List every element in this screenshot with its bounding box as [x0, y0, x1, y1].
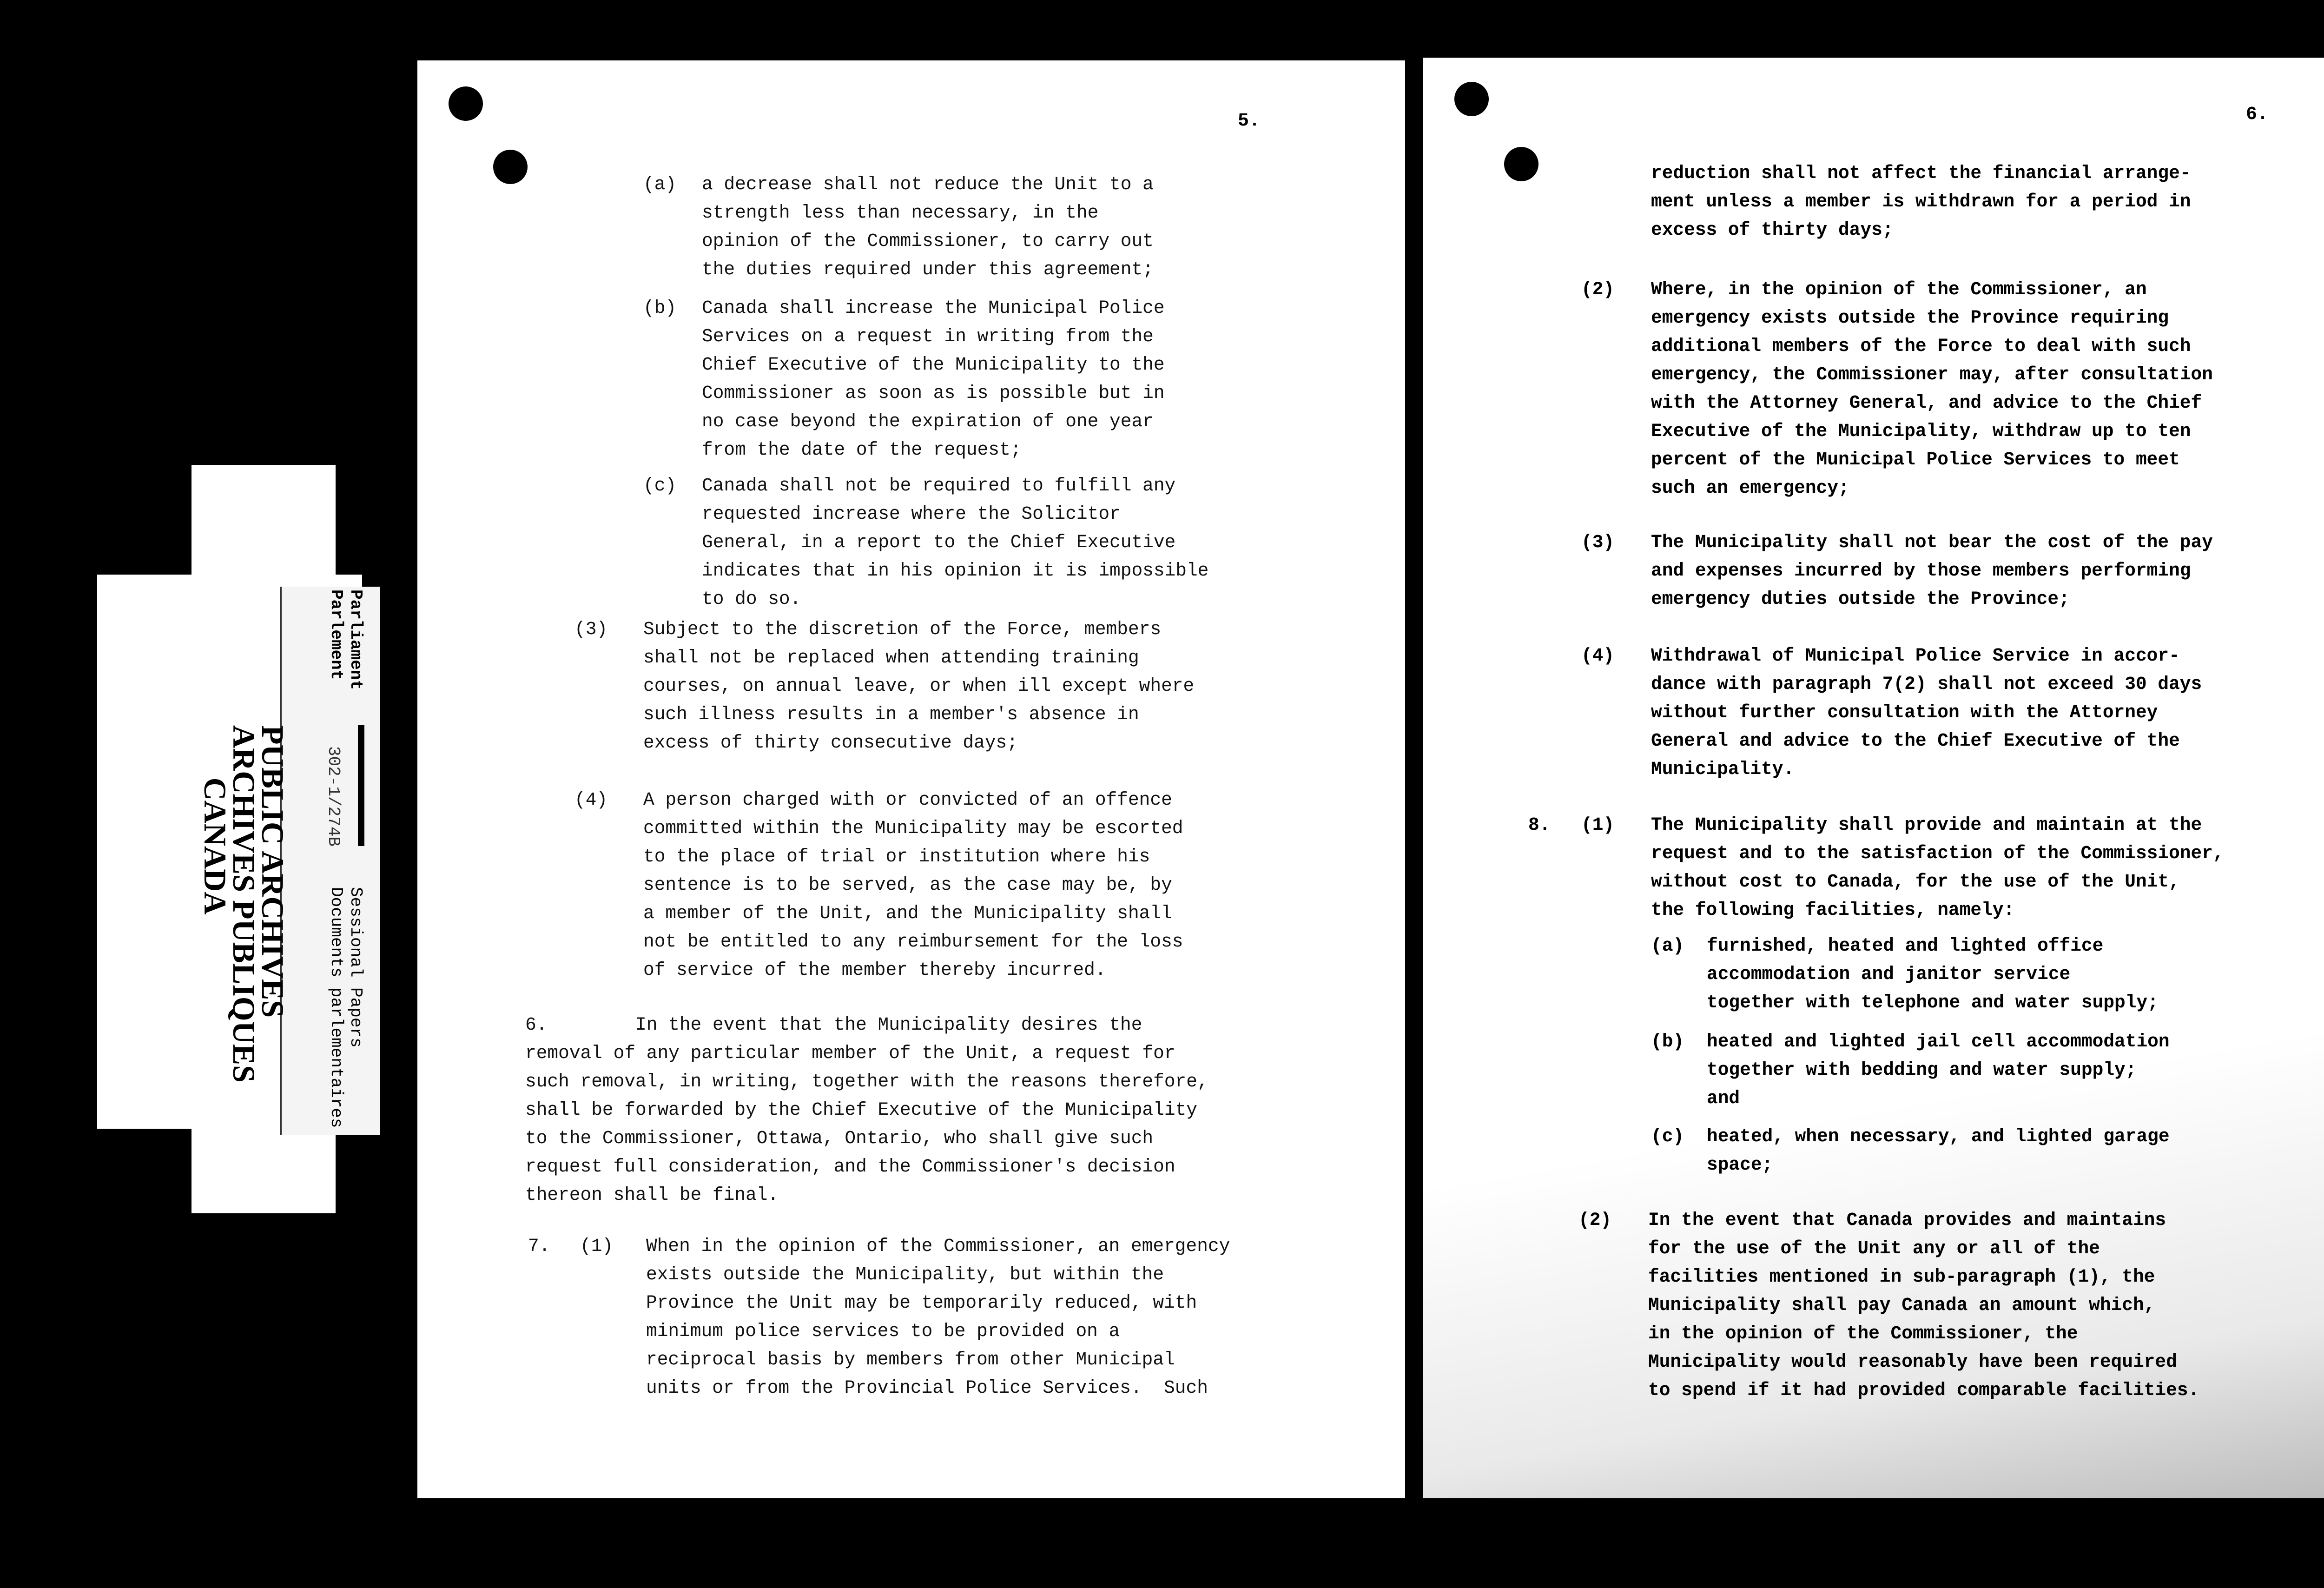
text-line: and: [1707, 1088, 1740, 1109]
section-8-1: [1651, 811, 2224, 924]
text-line: exists outside the Municipality, but within the: [646, 1264, 1164, 1285]
text-line: ment unless a member is withdrawn for a period in: [1651, 191, 2191, 212]
subsection-label: (1): [580, 1236, 614, 1257]
section-number: 7.: [528, 1236, 550, 1257]
text-line: such illness results in a member's absence in: [643, 704, 1139, 725]
text-line: Municipality would reasonably have been required: [1648, 1351, 2177, 1372]
text-line: emergency duties outside the Province;: [1651, 589, 2070, 609]
text-line: shall not be replaced when attending training: [643, 647, 1139, 668]
text-line: heated, when necessary, and lighted garage: [1707, 1126, 2170, 1147]
text-line: Canada shall not be required to fulfill any: [702, 475, 1176, 496]
text-line: opinion of the Commissioner, to carry out: [702, 231, 1154, 251]
item-label: (a): [1651, 935, 1684, 956]
text-line: shall be forwarded by the Chief Executive of the Municipality: [525, 1099, 1197, 1120]
text-line: Services on a request in writing from the: [702, 326, 1154, 347]
text-line: together with bedding and water supply;: [1707, 1059, 2137, 1080]
parliament-fr: Parlement: [327, 589, 346, 680]
text-line: Where, in the opinion of the Commissioner, an: [1651, 279, 2147, 300]
text-line: Executive of the Municipality, withdraw up to ten: [1651, 421, 2191, 442]
subsection-label: (2): [1578, 1210, 1612, 1231]
reference-number: 302-1/274B: [324, 746, 343, 847]
text-line: emergency, the Commissioner may, after consultation: [1651, 364, 2213, 385]
text-line: a member of the Unit, and the Municipality shall: [643, 903, 1172, 924]
sessional-en: Sessional Papers: [346, 887, 365, 1048]
text-line: 6. In the event that the Municipality desires the: [525, 1014, 1142, 1035]
text-line: reciprocal basis by members from other Municipal: [646, 1349, 1175, 1370]
text-line: accommodation and janitor service: [1707, 964, 2071, 985]
text-line: furnished, heated and lighted office: [1707, 935, 2104, 956]
text-line: to the place of trial or institution where his: [643, 846, 1150, 867]
section-6: [525, 1011, 1208, 1209]
punch-hole: [1454, 82, 1489, 116]
continuation-text: [1651, 159, 2191, 244]
text-line: Withdrawal of Municipal Police Service in accor-: [1651, 645, 2180, 666]
text-line: units or from the Provincial Police Services. Such: [646, 1377, 1208, 1398]
text-line: Municipality shall pay Canada an amount which,: [1648, 1295, 2155, 1316]
section-7: [646, 1232, 1230, 1402]
text-line: space;: [1707, 1154, 1773, 1175]
parliament-label: [326, 589, 365, 690]
archive-line-2: ARCHIVES PUBLIQUES: [226, 725, 262, 1083]
text-line: the following facilities, namely:: [1651, 900, 2015, 920]
text-line: General, in a report to the Chief Executive: [702, 532, 1176, 553]
subsection-label: (1): [1581, 814, 1615, 835]
text-line: of service of the member thereby incurred.: [643, 959, 1106, 980]
text-line: strength less than necessary, in the: [702, 202, 1099, 223]
item-label: (c): [643, 475, 677, 496]
text-line: a decrease shall not reduce the Unit to a: [702, 174, 1154, 195]
text-line: Subject to the discretion of the Force, members: [643, 619, 1162, 640]
text-line: excess of thirty consecutive days;: [643, 732, 1018, 753]
text-line: In the event that Canada provides and maintains: [1648, 1210, 2166, 1231]
text-line: committed within the Municipality may be escorted: [643, 818, 1183, 839]
text-line: in the opinion of the Commissioner, the: [1648, 1323, 2078, 1344]
text-line: percent of the Municipal Police Services to meet: [1651, 449, 2180, 470]
text-line: together with telephone and water supply;: [1707, 992, 2159, 1013]
clause-item-c: [702, 471, 1208, 613]
text-line: Municipality.: [1651, 759, 1795, 780]
text-line: request and to the satisfaction of the Commissioner,: [1651, 843, 2224, 864]
text-line: to the Commissioner, Ottawa, Ontario, who shall give such: [525, 1128, 1154, 1149]
text-line: no case beyond the expiration of one year: [702, 411, 1154, 432]
text-line: reduction shall not affect the financial arrange-: [1651, 163, 2191, 184]
sessional-label: [326, 887, 365, 1128]
document-page-5: [417, 60, 1405, 1498]
subsection-label: (4): [1581, 645, 1615, 666]
text-line: heated and lighted jail cell accommodation: [1707, 1031, 2170, 1052]
page-number: 6.: [2246, 104, 2269, 125]
text-line: to do so.: [702, 589, 801, 609]
facility-a: [1707, 932, 2159, 1017]
text-line: Canada shall increase the Municipal Police: [702, 298, 1165, 318]
text-line: When in the opinion of the Commissioner, an emergency: [646, 1236, 1230, 1257]
text-line: from the date of the request;: [702, 439, 1022, 460]
text-line: without further consultation with the Attorney: [1651, 702, 2158, 723]
text-line: courses, on annual leave, or when ill except where: [643, 675, 1195, 696]
archive-line-1: PUBLIC ARCHIVES: [255, 725, 290, 1018]
text-line: Chief Executive of the Municipality to the: [702, 354, 1165, 375]
subsection-4: [643, 786, 1183, 984]
subsection-3: [1651, 528, 2213, 613]
clause-item-a: [702, 170, 1154, 284]
section-8-2: [1648, 1206, 2199, 1404]
text-line: requested increase where the Solicitor: [702, 503, 1121, 524]
text-line: facilities mentioned in sub-paragraph (1), the: [1648, 1266, 2155, 1287]
text-line: to spend if it had provided comparable facilities.: [1648, 1380, 2199, 1401]
text-line: not be entitled to any reimbursement for the loss: [643, 931, 1183, 952]
text-line: with the Attorney General, and advice to the Chief: [1651, 392, 2202, 413]
subsection-3: [643, 615, 1194, 757]
text-line: Province the Unit may be temporarily reduced, with: [646, 1292, 1197, 1313]
text-line: thereon shall be final.: [525, 1184, 779, 1205]
parliament-en: Parliament: [346, 589, 365, 690]
sessional-fr: Documents parlementaires: [327, 887, 346, 1128]
punch-hole: [449, 86, 483, 121]
text-line: General and advice to the Chief Executive of the: [1651, 730, 2180, 751]
document-page-6: [1423, 58, 2324, 1498]
archive-name-block: [198, 725, 290, 1083]
subsection-2: [1651, 275, 2213, 502]
page-number: 5.: [1238, 111, 1261, 132]
subsection-label: (4): [574, 789, 608, 810]
item-label: (c): [1651, 1126, 1684, 1147]
text-line: sentence is to be served, as the case may be, by: [643, 874, 1172, 895]
clause-item-b: [702, 294, 1165, 464]
text-line: emergency exists outside the Province requiring: [1651, 307, 2169, 328]
text-line: excess of thirty days;: [1651, 219, 1894, 240]
facility-b: [1707, 1027, 2170, 1112]
text-line: such an emergency;: [1651, 477, 1849, 498]
text-line: Commissioner as soon as is possible but in: [702, 383, 1165, 404]
text-line: The Municipality shall not bear the cost of the pay: [1651, 532, 2213, 553]
punch-hole: [1504, 147, 1538, 181]
text-line: and expenses incurred by those members performing: [1651, 560, 2191, 581]
text-line: A person charged with or convicted of an offence: [643, 789, 1172, 810]
text-line: without cost to Canada, for the use of the Unit,: [1651, 871, 2180, 892]
item-label: (b): [1651, 1031, 1684, 1052]
text-line: request full consideration, and the Commissioner's decision: [525, 1156, 1175, 1177]
facility-c: [1707, 1122, 2170, 1179]
item-label: (a): [643, 174, 677, 195]
subsection-label: (3): [574, 619, 608, 640]
punch-hole: [493, 150, 528, 184]
label-mark: [358, 725, 364, 846]
text-line: indicates that in his opinion it is impossible: [702, 560, 1209, 581]
subsection-label: (3): [1581, 532, 1615, 553]
text-line: such removal, in writing, together with the reasons therefore,: [525, 1071, 1208, 1092]
subsection-label: (2): [1581, 279, 1615, 300]
subsection-4: [1651, 642, 2202, 783]
archive-line-3: CANADA: [198, 777, 233, 915]
text-line: the duties required under this agreement;: [702, 259, 1154, 280]
text-line: for the use of the Unit any or all of the: [1648, 1238, 2100, 1259]
text-line: removal of any particular member of the Unit, a request for: [525, 1043, 1175, 1064]
text-line: additional members of the Force to deal with such: [1651, 336, 2191, 357]
item-label: (b): [643, 298, 677, 318]
text-line: The Municipality shall provide and maintain at the: [1651, 814, 2202, 835]
section-number: 8.: [1528, 814, 1551, 835]
text-line: minimum police services to be provided on a: [646, 1321, 1120, 1342]
text-line: dance with paragraph 7(2) shall not exceed 30 days: [1651, 674, 2202, 695]
